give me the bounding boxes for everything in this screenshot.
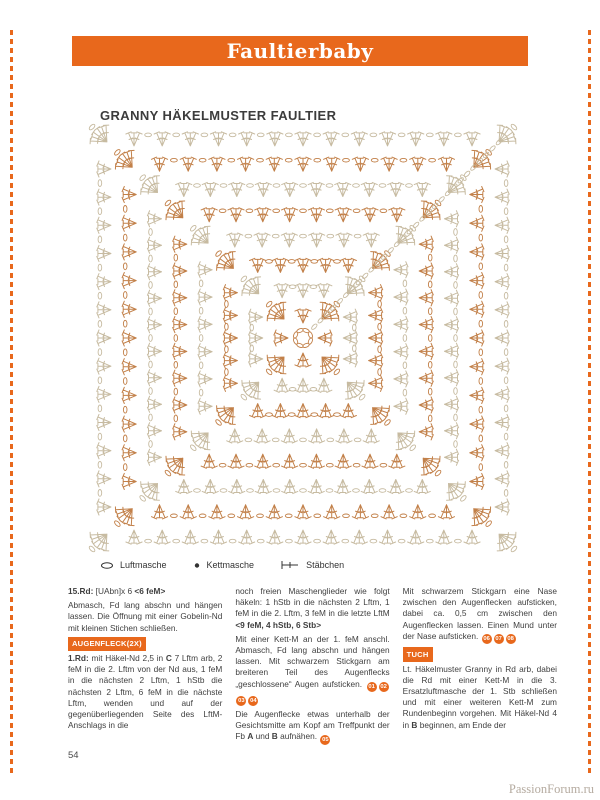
page-banner — [72, 36, 528, 66]
section-label-row — [403, 647, 557, 661]
legend-label-slipstitch: Kettmasche — [206, 560, 255, 570]
section-label: TUCH — [403, 647, 433, 661]
photo-ref-badge: 04 — [250, 697, 257, 704]
center-ring-chains — [293, 328, 312, 347]
bold-text: <9 feM, 4 hStb, 6 Stb> — [235, 619, 322, 630]
body-text: Lt. Häkelmuster Granny in Rd arb, dabei die Rd mit einer Kett-M in die 3. Ersatzluftmasche der 1. Stb schließen und mit einer weiteren Kett-M zum Rundenbeginn vorgehen. Mit Häkel-Nd 4 in — [402, 663, 557, 730]
joining-chain — [312, 139, 502, 329]
body-text: noch freien Maschenglieder wie folgt häkeln: 1 hStb in die nächsten 2 Lftm, 1 feM in die 2. Lftm, 3 feM in die letzte LftM — [235, 586, 390, 619]
body-text: Die Augenflecke etwas unterhalb der Gesichtsmitte am Kopf am Treffpunkt der Fb — [235, 708, 390, 742]
body-text: aufnähen. — [277, 731, 320, 742]
photo-ref-badge: 05 — [322, 736, 329, 743]
text-column-2 — [235, 586, 389, 748]
photo-ref-badge: 03 — [238, 697, 245, 704]
body-text: mit Häkel-Nd 2,5 in — [88, 653, 166, 664]
body-text: [UAbn]x 6 — [93, 586, 135, 596]
legend-item-dc — [280, 560, 344, 570]
text-column-3 — [403, 586, 557, 748]
legend-item-slipstitch — [193, 560, 255, 570]
photo-ref-badge: 06 — [483, 636, 490, 643]
photo-ref-badge: 02 — [380, 684, 387, 691]
legend-label-dc: Stäbchen — [306, 560, 345, 570]
watermark: PassionForum.ru — [508, 782, 594, 796]
paragraph — [235, 586, 389, 631]
section-label-row — [68, 637, 222, 651]
page-number: 54 — [68, 750, 79, 761]
round-7-stitches — [115, 150, 490, 525]
photo-ref-badge: 07 — [495, 636, 502, 643]
round-6-stitches — [141, 176, 466, 501]
text-column-1 — [68, 586, 222, 748]
legend-item-chain — [100, 560, 167, 570]
paragraph — [68, 653, 222, 731]
bold-text: B — [411, 719, 418, 730]
banner-title: Faultierbaby — [226, 39, 374, 63]
round-8-chains — [89, 124, 516, 551]
round-3-chains — [216, 251, 390, 425]
body-text: 7 Lftm arb, 2 feM in die 2. Lftm von der Nd aus, 1 feM in die nächsten 2 Lftm, 1 hStb die nächsten 2 Lftm, 6 feM in die nächste Lftm, wenden und auf der gegenüberliegenden Seite des LftM-Anschlags in die — [68, 653, 223, 731]
bold-text: A — [247, 731, 254, 742]
photo-ref-badge: 01 — [368, 684, 375, 691]
decorative-stitch-border-right — [588, 30, 591, 774]
paragraph — [403, 586, 557, 644]
double-crochet-icon — [280, 560, 300, 570]
decorative-stitch-border-left — [10, 30, 13, 774]
bold-text: B — [271, 731, 278, 742]
paragraph — [235, 634, 389, 706]
section-title: GRANNY HÄKELMUSTER FAULTIER — [100, 108, 337, 123]
chart-legend — [100, 560, 344, 570]
bold-text: C — [165, 653, 172, 664]
bold-text: <6 feM> — [134, 586, 166, 596]
paragraph — [403, 664, 557, 731]
bold-text: 15.Rd: — [68, 586, 94, 596]
body-text: und — [253, 731, 272, 742]
paragraph — [68, 600, 222, 634]
round-1-stitches — [267, 302, 339, 374]
section-label: AUGENFLECK(2X) — [68, 637, 146, 651]
round-6-chains — [140, 175, 466, 501]
text-columns — [68, 586, 557, 748]
chain-stitch-icon — [100, 561, 114, 570]
legend-label-chain: Luftmasche — [120, 560, 167, 570]
body-text: Mit schwarzem Stickgarn eine Nase zwischen den Augenflecken aufsticken, dabei ca. 0,5 cm zwischen den Augenflecken lassen. Einen Mund unter der Nase aufsticken. — [402, 586, 557, 641]
granny-chart — [40, 112, 570, 564]
slip-stitch-icon — [193, 561, 201, 570]
paragraph — [68, 586, 222, 597]
body-text: beginnen, am Ende der — [417, 719, 506, 730]
body-text: Mit einer Kett-M an der 1. feM anschl. Abmasch, Fd lang abschn und hängen lassen. Mit schwarzem Stickgarn am breiteren Teil des Augenflecks „geschlossene“ Augen aufsticken. — [235, 633, 390, 689]
bold-text: 1.Rd: — [68, 653, 89, 664]
body-text: Abmasch, Fd lang abschn und hängen lassen. Die Öffnung mit einer Gobelin-Nd mit kleinen Stichen schließen. — [68, 600, 223, 633]
paragraph — [235, 709, 389, 745]
photo-ref-badge: 08 — [507, 636, 514, 643]
round-2-stitches — [242, 277, 364, 399]
